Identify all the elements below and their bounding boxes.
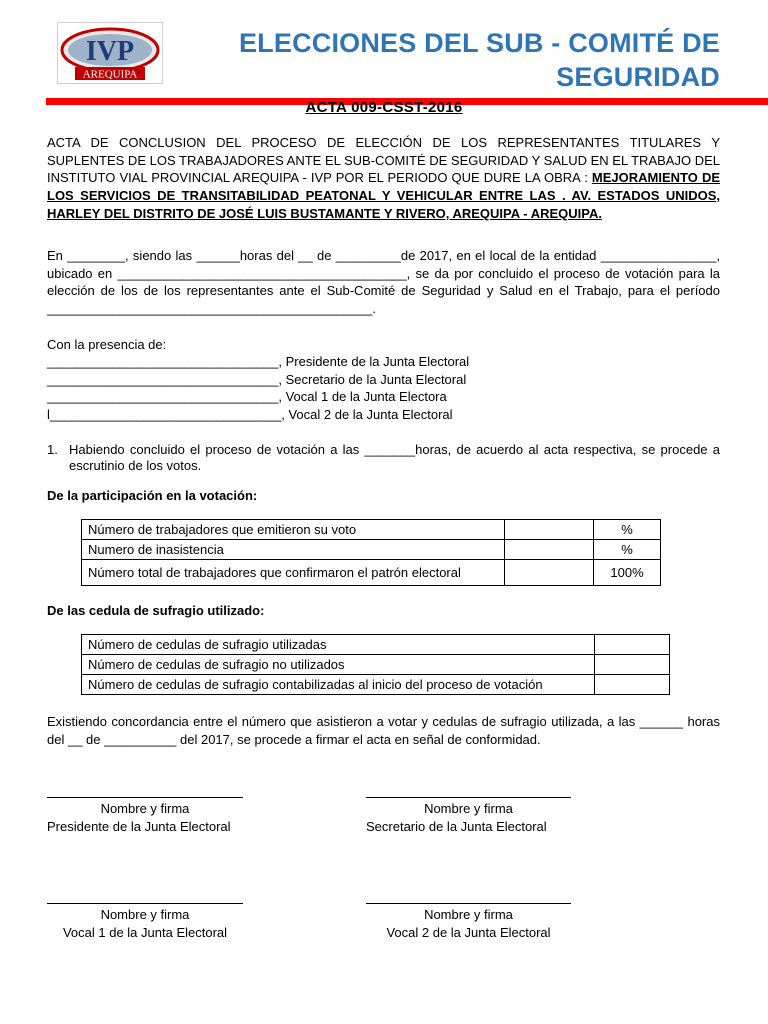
signature-name-label: Nombre y firma: [424, 801, 513, 816]
signature-line: [47, 903, 243, 904]
table-cell-label: Numero de inasistencia: [82, 540, 505, 560]
presence-line-vocal1: ________________________________, Vocal 1 de la Junta Electora: [47, 389, 447, 404]
signature-block-president: [47, 797, 243, 836]
item-number: 1.: [47, 442, 58, 457]
page-title: [160, 26, 720, 94]
table-cell-unit: 100%: [594, 560, 661, 586]
table-row: [82, 520, 661, 540]
table-row: [82, 560, 661, 586]
signature-name-label: Nombre y firma: [100, 907, 190, 922]
signature-name-label: Nombre y firma: [100, 801, 190, 816]
table-cell-value: [595, 655, 670, 675]
table-cell-label: Número de cedulas de sufragio no utilizados: [82, 655, 595, 675]
table-cell-label: Número total de trabajadores que confirmaron el patrón electoral: [82, 560, 505, 586]
signature-block-secretary: [366, 797, 571, 836]
intro-project-name: MEJORAMIENTO DE LOS SERVICIOS DE TRANSITABILIDAD PEATONAL Y VEHICULAR ENTRE LAS . AV. ESTADOS UNIDOS, HARLEY DEL DISTRITO DE JOSÉ LUIS BUSTAMANTE Y RIVERO, AREQUIPA - AREQUIPA.: [47, 170, 721, 221]
title-line-1: ELECCIONES DEL SUB - COMITÉ DE: [238, 28, 720, 58]
table-cell-value: [505, 540, 594, 560]
table-cell-value: [505, 560, 594, 586]
item-1-text: Habiendo concluido el proceso de votación a las _______horas, de acuerdo al acta respectiva, se procede a escrutinio de los votos.: [69, 442, 720, 473]
intro-text: ACTA DE CONCLUSION DEL PROCESO DE ELECCIÓN DE LOS REPRESENTANTES TITULARES Y SUPLENTES DE LOS TRABAJADORES ANTE EL SUB-COMITÉ DE SEGURIDAD Y SALUD EN EL TRABAJO DEL INSTITUTO VIAL PROVINCIAL AREQUIPA - IVP POR EL PERIODO QUE DURE LA OBRA :: [47, 135, 720, 186]
ballots-table: [81, 634, 670, 695]
signature-role: Vocal 1 de la Junta Electoral: [62, 925, 228, 940]
signature-role: Vocal 2 de la Junta Electoral: [386, 925, 551, 940]
table-row: [82, 655, 670, 675]
table-cell-unit: %: [594, 520, 661, 540]
ballots-heading: De las cedula de sufragio utilizado:: [47, 603, 265, 618]
presence-label: Con la presencia de:: [47, 337, 167, 352]
signature-role: Secretario de la Junta Electoral: [366, 819, 547, 834]
signature-block-vocal1: [47, 903, 243, 942]
table-cell-label: Número de cedulas de sufragio contabilizadas al inicio del proceso de votación: [82, 675, 595, 695]
signature-role: Presidente de la Junta Electoral: [47, 819, 231, 834]
presence-line-vocal2: l________________________________, Vocal 2 de la Junta Electoral: [47, 407, 453, 422]
table-row: [82, 675, 670, 695]
table-cell-value: [505, 520, 594, 540]
participation-heading: De la participación en la votación:: [47, 488, 258, 503]
table-cell-value: [595, 675, 670, 695]
presence-line-secretary: ________________________________, Secretario de la Junta Electoral: [47, 372, 467, 387]
signature-name-label: Nombre y firma: [424, 907, 513, 922]
svg-text:AREQUIPA: AREQUIPA: [82, 68, 138, 81]
signature-block-vocal2: [366, 903, 571, 942]
table-row: [82, 540, 661, 560]
closing-paragraph: Existiendo concordancia entre el número que asistieron a votar y cedulas de sufragio utilizada, a las ______ horas del __ de __________ del 2017, se procede a firmar el acta en señal de conformidad.: [47, 714, 720, 747]
table-row: [82, 635, 670, 655]
table-cell-label: Número de trabajadores que emitieron su voto: [82, 520, 505, 540]
ivp-logo: [57, 22, 163, 84]
table-cell-unit: %: [594, 540, 661, 560]
signature-line: [47, 797, 243, 798]
signature-line: [366, 903, 571, 904]
signature-line: [366, 797, 571, 798]
presence-line-president: ________________________________, Presidente de la Junta Electoral: [47, 354, 470, 369]
logo-lettering: IVP: [85, 36, 135, 67]
intro-paragraph: [47, 134, 720, 223]
table-cell-label: Número de cedulas de sufragio utilizadas: [82, 635, 595, 655]
acta-title: ACTA 009-CSST-2016: [305, 99, 463, 116]
table-cell-value: [595, 635, 670, 655]
participation-table: [81, 519, 661, 586]
title-line-2: SEGURIDAD: [556, 62, 720, 92]
conclusion-paragraph: En ________, siendo las ______horas del __ de _________de 2017, en el local de la entidad ________________, ubicado en ________________________________________, se da por concluido el proceso de votación para la elección de los de los representantes ante el Sub-Comité de Seguridad y Salud en el Trabajo, para el período _____________________________________________.: [47, 248, 720, 317]
